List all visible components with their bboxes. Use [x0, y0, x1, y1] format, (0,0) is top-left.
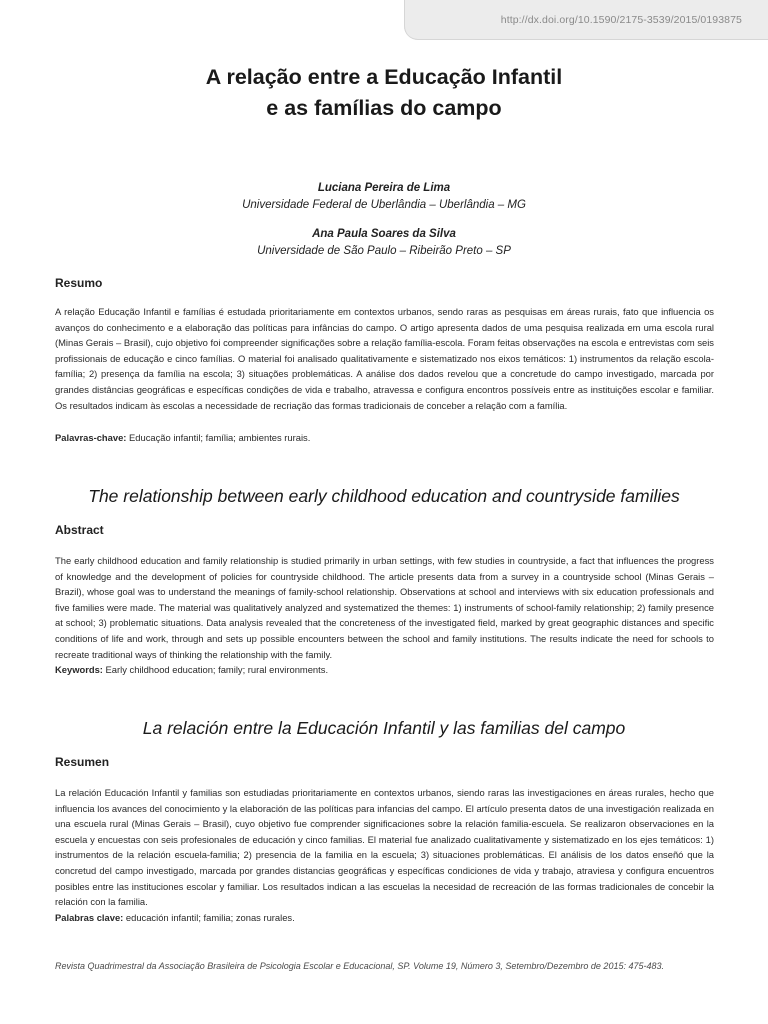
- palavras-chave-text: Educação infantil; família; ambientes rurais.: [126, 432, 311, 443]
- article-title-line-2: e as famílias do campo: [266, 96, 502, 120]
- article-title-line-1: A relação entre a Educação Infantil: [205, 65, 563, 89]
- keywords-label: Keywords:: [55, 664, 103, 675]
- doi-link[interactable]: http://dx.doi.org/10.1590/2175-3539/2015/0193875: [500, 14, 742, 26]
- keywords: [55, 664, 714, 675]
- resumen-text: La relación Educación Infantil y familias son estudiadas prioritariamente en contextos urbanos, siendo raras las investigaciones en áreas rurales, hecho que influencia los avances del conocimiento y la elaboración de las políticas para infancias del campo. El artículo presenta datos de una investigación realizada en una escuela rural (Minas Gerais – Brasil), cuyo objetivo fue comprender significaciones sobre la relación familia-escuela. Se realizaron observaciones en la escuela y encuestas con seis profesionales de educación y cinco familias. El material fue analizado cualitativamente y sistematizado en los ejes temáticos: 1) instrumentos de la relación escuela-familia; 2) presencia de la familia en la escuela; 3) situaciones problemáticas. El análisis de los datos enseñó que la concretud del campo investigado, marcada por grandes distancias geográficas y específicas condiciones de vida y trabajo, atraviesa y configura encuentros posibles entre las instituciones escolar y familiar. Los resultados indican a las escuelas la necesidad de recreación de las formas tradicionales de concebir la relación con la familia.: [55, 787, 714, 908]
- resumo-heading: Resumo: [55, 276, 103, 290]
- palabras-clave-label: Palabras clave:: [55, 912, 124, 923]
- palabras-clave: [55, 912, 714, 923]
- resumen-heading: Resumen: [55, 755, 110, 769]
- doi-tab: [404, 0, 768, 40]
- abstract-text: The early childhood education and family relationship is studied primarily in urban settings, with few studies in countryside, a fact that influences the progress of knowledge and the development of policies for countryside childhood. The article presents data from a survey in a countryside school (Minas Gerais – Brazil), whose goal was to understand the meanings of family-school relationship. Observations at school and interviews with six education professionals and five families were made. The material was qualitatively analyzed and systematized the themes: 1) instruments of school-family relationship; 2) family presence at school; 3) problematic situations. Data analysis revealed that the concreteness of the investigated field, marked by great geographic distances and specific conditions of life and work, through and sets up possible encounters between the school and family institutions. The results indicate the need for schools to recreate traditional ways of thinking the relationship with the family.: [55, 555, 714, 660]
- resumo-text: A relação Educação Infantil e famílias é estudada prioritariamente em contextos urbanos, sendo raras as pesquisas em áreas rurais, fato que influencia os avanços do conhecimento e a elaboração das políticas para infâncias do campo. O artigo apresenta dados de uma pesquisa realizada em uma escola rural (Minas Gerais – Brasil), cujo objetivo foi compreender significações sobre a relação família-escola. Foram feitas observações na escola e entrevistas com seis profissionais de educação e cinco famílias. O material foi analisado qualitativamente e sistematizado nos eixos temáticos: 1) instrumentos da relação escola-família; 2) presença da família na escola; 3) situações problemáticas. A análise dos dados revelou que a concretude do campo investigado, marcada por grandes distâncias geográficas e específicas condições de vida e trabalho, atravessa e configura encontros possíveis entre as instituições escolar e familiar. Os resultados indicam às escolas a necessidade de recriação das formas tradicionais de conceber a relação com a família.: [55, 306, 714, 411]
- author-1-affiliation: Universidade Federal de Uberlândia – Uberlândia – MG: [242, 199, 526, 211]
- author-2-name: Ana Paula Soares da Silva: [312, 228, 456, 240]
- english-title: The relationship between early childhood education and countryside families: [88, 486, 680, 506]
- palabras-clave-text: educación infantil; familia; zonas rurales.: [123, 912, 295, 923]
- author-1-name: Luciana Pereira de Lima: [317, 182, 451, 194]
- spanish-title: La relación entre la Educación Infantil y las familias del campo: [142, 718, 626, 738]
- author-2-affiliation: Universidade de São Paulo – Ribeirão Preto – SP: [257, 245, 511, 257]
- keywords-text: Early childhood education; family; rural environments.: [102, 664, 329, 675]
- journal-footer: Revista Quadrimestral da Associação Brasileira de Psicologia Escolar e Educacional, SP. Volume 19, Número 3, Setembro/Dezembro de 2015: 475-483.: [55, 961, 664, 971]
- palavras-chave-label: Palavras-chave:: [55, 432, 127, 443]
- abstract-heading: Abstract: [55, 523, 104, 537]
- palavras-chave: [55, 432, 714, 443]
